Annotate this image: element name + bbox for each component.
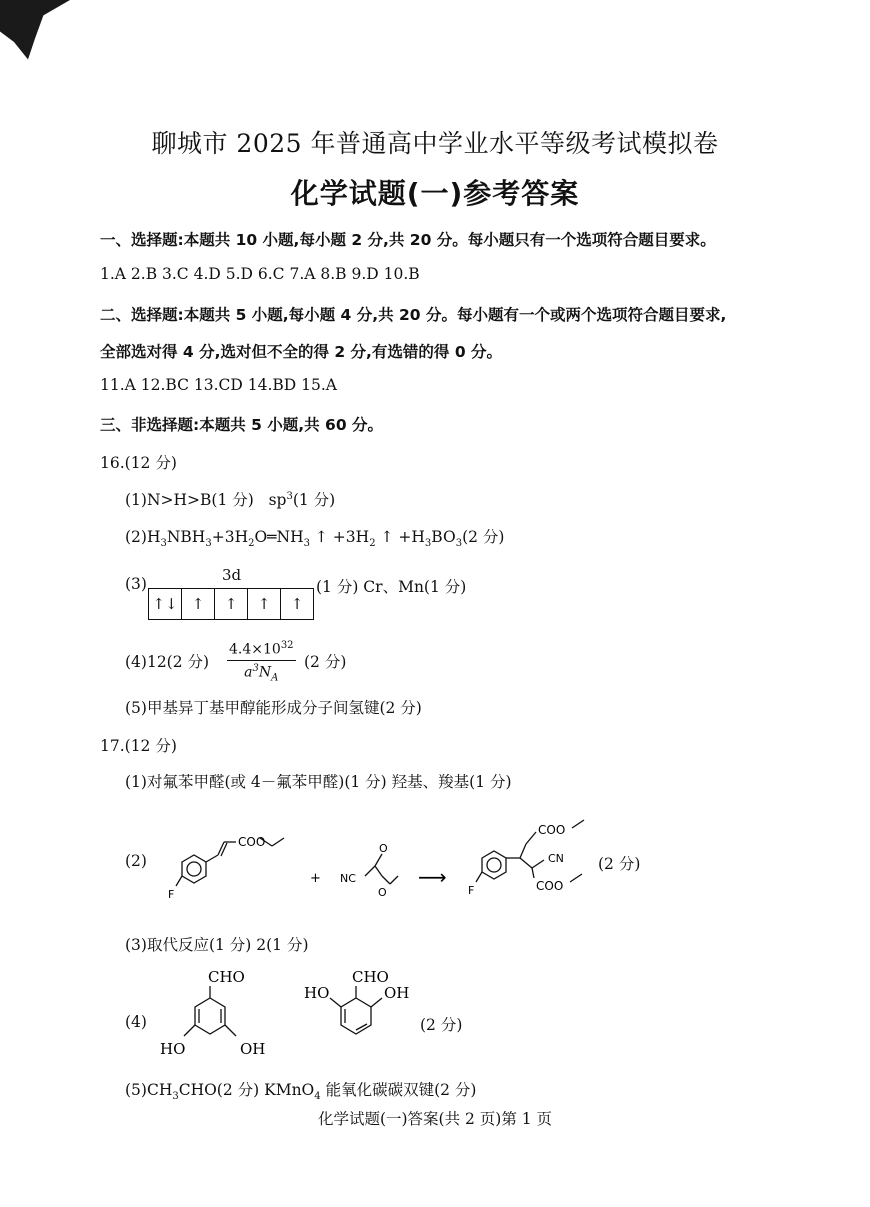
cho-label: CHO	[208, 968, 245, 986]
orbital-box: ↑	[290, 595, 304, 613]
reaction-arrow: ⟶	[418, 865, 447, 889]
section2-answers: 11.A 12.BC 13.CD 14.BD 15.A	[100, 376, 337, 394]
benzene-ring-reactant	[182, 855, 206, 883]
q17-part4-score: (2 分)	[420, 1016, 463, 1034]
orbital-box: ↑↓	[149, 589, 182, 619]
ho-label: HO	[304, 984, 330, 1002]
isomer-structures	[150, 960, 450, 1065]
o-label: O	[379, 842, 388, 855]
reaction-scheme	[160, 810, 660, 920]
q16-part4-label: (4)12(2 分)	[125, 653, 210, 671]
nc-label: NC	[340, 872, 356, 885]
f-label: F	[168, 888, 175, 901]
o-label: O	[378, 886, 387, 899]
coo-label: COO	[536, 879, 564, 893]
plus-sign: +	[310, 871, 321, 886]
scan-corner-mark	[0, 0, 70, 70]
coo-label: COO	[538, 823, 566, 837]
orbital-diagram-3d	[148, 588, 314, 620]
answer-key-title: 化学试题(一)参考答案	[290, 177, 580, 210]
section2-heading-line1: 二、选择题:本题共 5 小题,每小题 4 分,共 20 分。每小题有一个或两个选项符合题目要求,	[100, 306, 727, 324]
orbital-box: ↑	[248, 589, 281, 619]
section1-answers: 1.A 2.B 3.C 4.D 5.D 6.C 7.A 8.B 9.D 10.B	[100, 265, 420, 283]
q16-part1: (1)N>H>B(1 分) $sp^3(1$ 分)	[125, 490, 336, 509]
ho-label: HO	[160, 1040, 186, 1058]
benzene-ring-product	[482, 851, 506, 879]
q17-header: 17.(12 分)	[100, 737, 177, 755]
oh-label: OH	[384, 984, 410, 1002]
exam-title: 聊城市 2025 年普通高中学业水平等级考试模拟卷	[151, 129, 719, 158]
cn-label: CN	[548, 852, 564, 865]
page-footer: 化学试题(一)答案(共 2 页)第 1 页	[317, 1110, 553, 1128]
q16-part4-score: (2 分)	[304, 653, 347, 671]
section3-heading: 三、非选择题:本题共 5 小题,共 60 分。	[100, 416, 384, 434]
density-fraction: $\frac{4.4\times 10^{32}}{a^3N_A}$	[229, 640, 294, 684]
f-label: F	[468, 884, 475, 897]
section2-heading-line2: 全部选对得 4 分,选对但不全的得 2 分,有选错的得 0 分。	[100, 343, 503, 361]
q17-part2-score: (2 分)	[598, 855, 641, 873]
q16-part5: (5)甲基异丁基甲醇能形成分子间氢键(2 分)	[125, 699, 422, 717]
q17-part3: (3)取代反应(1 分) 2(1 分)	[125, 936, 309, 954]
q16-part2-equation: $(2)H_3NBH_3+3H_2O═NH_3$ ↑ $+3H_2$ ↑ $+H_3BO_3(2$ 分)	[125, 528, 505, 550]
q17-part2-label: (2)	[125, 852, 147, 870]
orbital-box: ↑	[215, 589, 248, 619]
section1-heading: 一、选择题:本题共 10 小题,每小题 2 分,共 20 分。每小题只有一个选项符合题目要求。	[100, 231, 716, 249]
q17-part4-label: (4)	[125, 1013, 147, 1031]
oh-label: OH	[240, 1040, 266, 1058]
cho-label: CHO	[352, 968, 389, 986]
q16-header: 16.(12 分)	[100, 454, 177, 472]
orbital-box: ↑	[182, 589, 215, 619]
q16-part3-answer: (1 分) Cr、Mn(1 分)	[316, 578, 467, 596]
q17-part5: $(5)CH_3CHO(2$ 分) KMnO$_4$ 能氧化碳碳双键(2 分)	[125, 1081, 477, 1103]
q16-part3-label: (3)	[125, 575, 147, 593]
orbital-3d-label: 3d	[222, 566, 242, 584]
q17-part1: (1)对氟苯甲醛(或 4－氟苯甲醛)(1 分) 羟基、羧基(1 分)	[125, 773, 512, 791]
coo-label: COO	[238, 835, 266, 849]
